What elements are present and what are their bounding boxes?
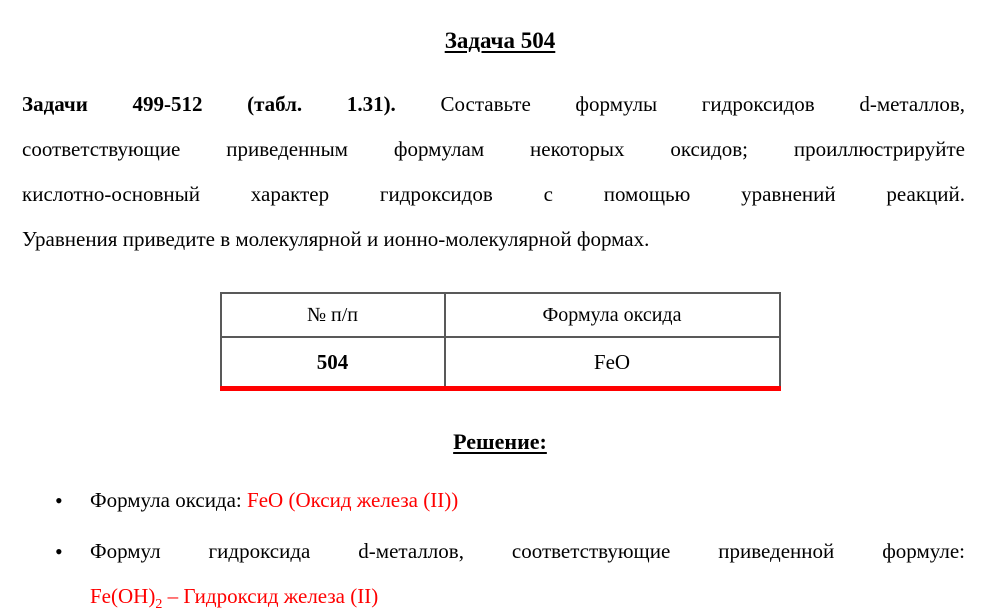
problem-line-4: Уравнения приведите в молекулярной и ионно-молекулярной формах. <box>22 227 650 251</box>
bullet-oxide-formula-text <box>90 478 965 523</box>
solution-heading <box>0 427 1000 457</box>
oxide-table <box>220 292 781 391</box>
problem-line-1-regular: Составьте формулы гидроксидов d-металлов, <box>440 92 965 116</box>
hydroxide-formula-name: – Гидроксид железа (II) <box>162 584 379 608</box>
bullet-hydroxide-text: Формул гидроксида d-металлов, соответствующие приведенной формуле: <box>90 539 965 563</box>
table-header-formula: Формула оксида <box>445 293 780 337</box>
page-title-text: Задача 504 <box>444 28 556 53</box>
table-data-row <box>221 337 780 389</box>
problem-line-2: соответствующие приведенным формулам некоторых оксидов; проиллюстрируйте <box>22 137 965 161</box>
hydroxide-formula-base: Fe(OH) <box>90 584 156 608</box>
bullet-hydroxide-formula-line <box>90 574 965 608</box>
problem-line-1-bold: Задачи 499-512 (табл. 1.31). <box>22 92 441 116</box>
table-header-number: № п/п <box>221 293 445 337</box>
problem-line-1 <box>22 82 965 127</box>
bullet-marker-icon: • <box>55 539 63 564</box>
hydroxide-formula-subscript: 2 <box>155 597 163 608</box>
page-title <box>0 0 1000 56</box>
bullet-item-oxide-formula <box>0 478 1000 523</box>
problem-statement <box>0 82 1000 262</box>
table-header-row <box>221 293 780 337</box>
table-cell-number: 504 <box>221 337 445 389</box>
bullet-oxide-value: FeO (Оксид железа (II)) <box>247 488 459 512</box>
problem-line-3: кислотно-основный характер гидроксидов с помощью уравнений реакций. <box>22 182 965 206</box>
solution-heading-text: Решение: <box>453 429 547 454</box>
bullet-oxide-label: Формула оксида: <box>90 488 248 512</box>
bullet-marker-icon: • <box>55 488 63 513</box>
solution-bullet-list <box>0 478 1000 608</box>
bullet-item-hydroxide-formula <box>0 529 1000 608</box>
bullet-hydroxide-body <box>90 529 965 608</box>
table-cell-formula: FeO <box>445 337 780 389</box>
